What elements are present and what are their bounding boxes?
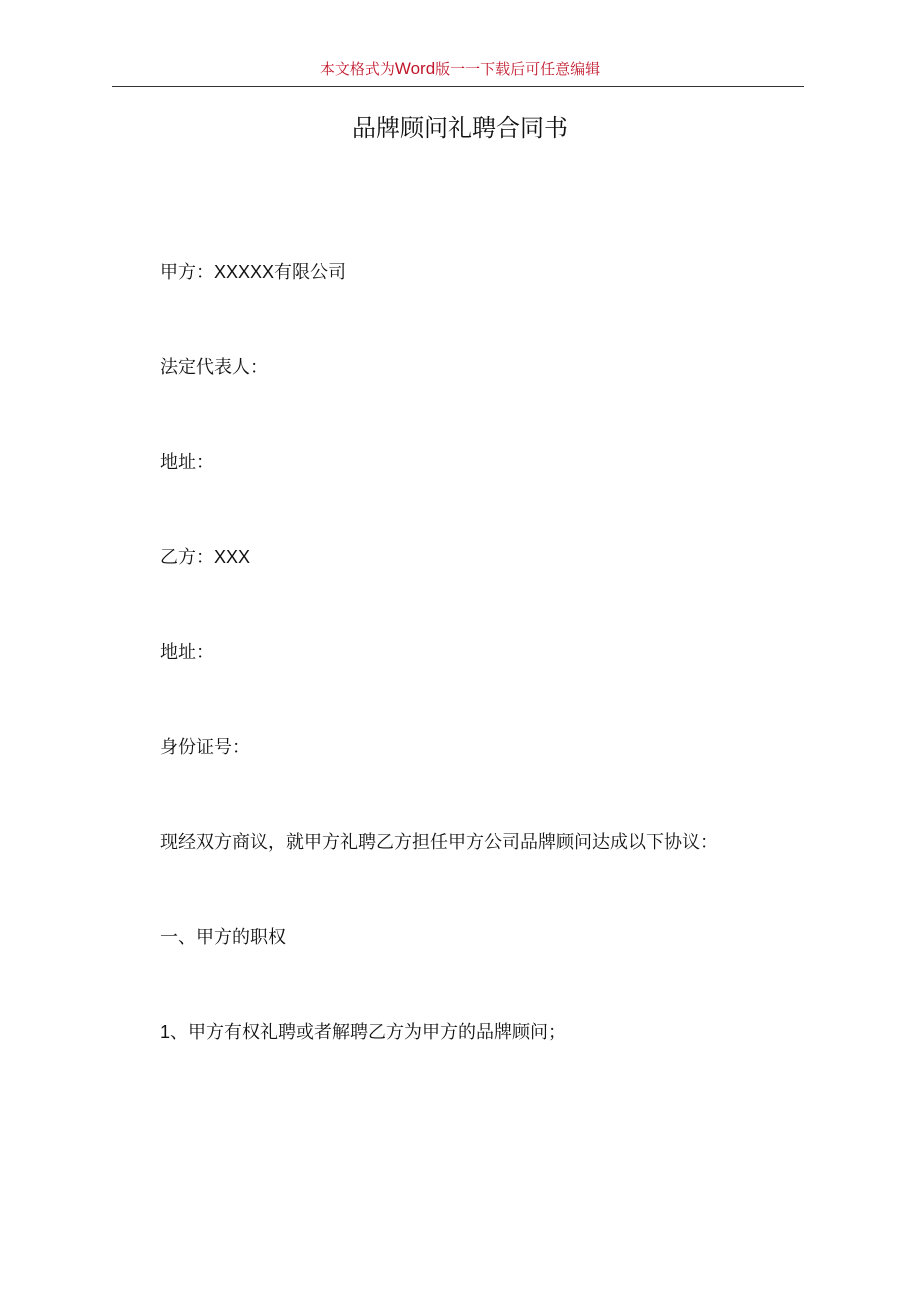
party-b-address: 地址： <box>160 642 214 663</box>
party-b-id-number: 身份证号： <box>160 737 250 758</box>
party-a-name-latin: XXXXX <box>214 262 275 282</box>
header-note <box>0 58 920 79</box>
party-a-address: 地址： <box>160 452 214 473</box>
header-divider <box>112 86 804 87</box>
document-title: 品牌顾问礼聘合同书 <box>352 114 568 142</box>
header-note-word: Word <box>394 59 436 78</box>
header-note-prefix: 本文格式为 <box>319 60 395 78</box>
section-heading: 一、甲方的职权 <box>160 927 286 948</box>
party-b-label: 乙方： <box>160 547 214 568</box>
party-a-line <box>160 258 346 284</box>
party-b-name: XXX <box>214 547 251 567</box>
party-a-legal-rep: 法定代表人： <box>160 357 268 378</box>
clause-number: 1 <box>160 1022 171 1042</box>
header-note-suffix: 版一一下载后可任意编辑 <box>435 60 601 78</box>
preamble: 现经双方商议，就甲方礼聘乙方担任甲方公司品牌顾问达成以下协议： <box>160 832 718 853</box>
party-a-name-suffix: 有限公司 <box>274 262 347 283</box>
party-b-line <box>160 543 250 569</box>
party-a-label: 甲方： <box>160 262 214 283</box>
clause-text: 、甲方有权礼聘或者解聘乙方为甲方的品牌顾问； <box>170 1022 567 1043</box>
clause-item <box>160 1018 566 1044</box>
